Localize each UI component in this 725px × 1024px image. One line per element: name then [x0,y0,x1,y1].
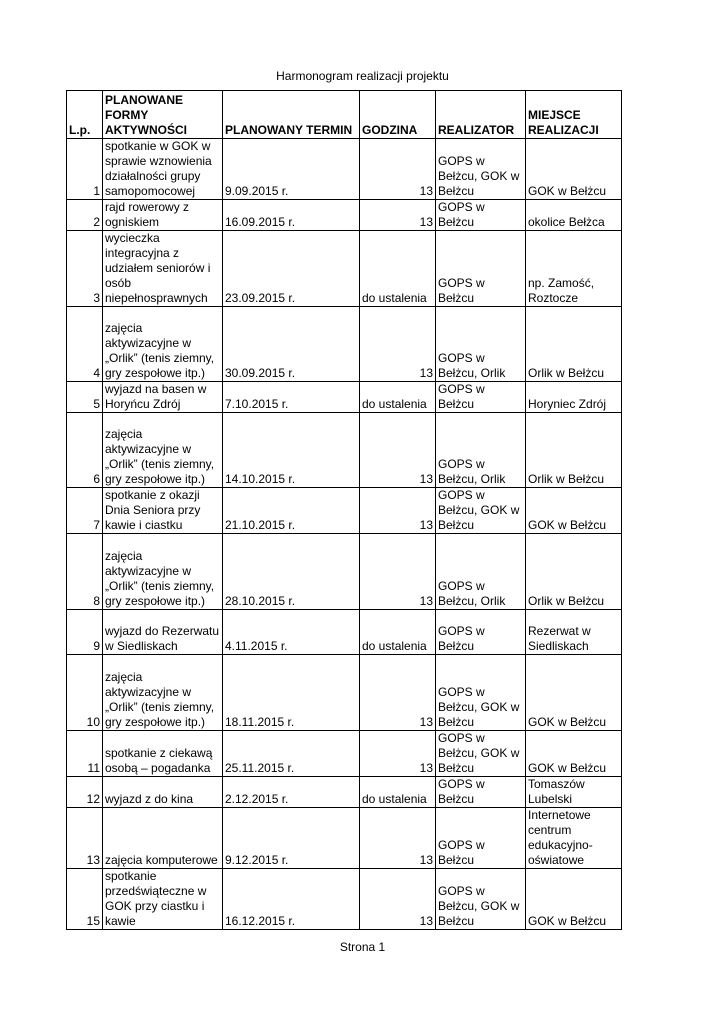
activity-form: wyjazd z do kina [103,777,223,808]
realizer: GOPS w Bełżcu, GOK w Bełżcu [436,655,526,731]
hour: 13 [360,413,436,488]
table-row [67,413,622,488]
planned-term: 16.12.2015 r. [223,869,360,930]
hour: 13 [360,869,436,930]
row-number: 8 [67,534,103,610]
header-hour: GODZINA [360,91,436,139]
row-number: 5 [67,382,103,413]
table-row [67,655,622,731]
activity-form: spotkanie z okazji Dnia Seniora przy kawie i ciastku [103,488,223,534]
realizer: GOPS w Bełżcu, GOK w Bełżcu [436,869,526,930]
row-number: 2 [67,200,103,231]
activity-form: zajęcia komputerowe [103,808,223,869]
activity-form: wyjazd na basen w Horyńcu Zdrój [103,382,223,413]
page-title: Harmonogram realizacji projektu [276,69,449,83]
hour: 13 [360,488,436,534]
place: Internetowe centrum edukacyjno- oświatowe [526,808,622,869]
place: Rezerwat w Siedliskach [526,610,622,655]
realizer: GOPS w Bełżcu [436,610,526,655]
table-row [67,610,622,655]
header-realizer: REALIZATOR [436,91,526,139]
realizer: GOPS w Bełżcu, GOK w Bełżcu [436,731,526,777]
place: Orlik w Bełżcu [526,534,622,610]
planned-term: 21.10.2015 r. [223,488,360,534]
hour: do ustalenia [360,610,436,655]
row-number: 13 [67,808,103,869]
planned-term: 2.12.2015 r. [223,777,360,808]
schedule-table [66,90,622,930]
table-row [67,307,622,382]
planned-term: 23.09.2015 r. [223,231,360,307]
page-footer: Strona 1 [339,940,386,954]
activity-form: wyjazd do Rezerwatu w Siedliskach [103,610,223,655]
row-number: 7 [67,488,103,534]
table-row [67,534,622,610]
activity-form: rajd rowerowy z ogniskiem [103,200,223,231]
header-place: MIEJSCE REALIZACJI [526,91,622,139]
table-row [67,808,622,869]
realizer: GOPS w Bełżcu, GOK w Bełżcu [436,139,526,200]
row-number: 12 [67,777,103,808]
hour: 13 [360,200,436,231]
realizer: GOPS w Bełżcu, Orlik [436,413,526,488]
activity-form: zajęcia aktywizacyjne w „Orlik” (tenis ziemny, gry zespołowe itp.) [103,655,223,731]
realizer: GOPS w Bełżcu [436,777,526,808]
hour: do ustalenia [360,777,436,808]
hour: 13 [360,139,436,200]
activity-form: zajęcia aktywizacyjne w „Orlik” (tenis ziemny, gry zespołowe itp.) [103,307,223,382]
activity-form: zajęcia aktywizacyjne w „Orlik” (tenis ziemny, gry zespołowe itp.) [103,534,223,610]
planned-term: 30.09.2015 r. [223,307,360,382]
activity-form: spotkanie przedświąteczne w GOK przy ciastku i kawie [103,869,223,930]
hour: 13 [360,808,436,869]
place: GOK w Bełżcu [526,655,622,731]
activity-form: spotkanie z ciekawą osobą – pogadanka [103,731,223,777]
place: Orlik w Bełżcu [526,307,622,382]
header-forms: PLANOWANE FORMY AKTYWNOŚCI [103,91,223,139]
row-number: 10 [67,655,103,731]
hour: do ustalenia [360,382,436,413]
planned-term: 28.10.2015 r. [223,534,360,610]
row-number: 11 [67,731,103,777]
planned-term: 7.10.2015 r. [223,382,360,413]
row-number: 4 [67,307,103,382]
row-number: 15 [67,869,103,930]
header-term: PLANOWANY TERMIN [223,91,360,139]
place: np. Zamość, Roztocze [526,231,622,307]
planned-term: 14.10.2015 r. [223,413,360,488]
realizer: GOPS w Bełżcu, Orlik [436,534,526,610]
table-row [67,731,622,777]
place: GOK w Bełżcu [526,731,622,777]
planned-term: 9.09.2015 r. [223,139,360,200]
table-row [67,200,622,231]
hour: 13 [360,534,436,610]
hour: 13 [360,655,436,731]
place: GOK w Bełżcu [526,869,622,930]
row-number: 9 [67,610,103,655]
place: Orlik w Bełżcu [526,413,622,488]
table-row [67,777,622,808]
realizer: GOPS w Bełżcu [436,382,526,413]
header-lp: L.p. [67,91,103,139]
realizer: GOPS w Bełżcu [436,808,526,869]
row-number: 6 [67,413,103,488]
table-row [67,139,622,200]
activity-form: spotkanie w GOK w sprawie wznowienia działalności grupy samopomocowej [103,139,223,200]
place: Horyniec Zdrój [526,382,622,413]
hour: do ustalenia [360,231,436,307]
place: GOK w Bełżcu [526,488,622,534]
activity-form: zajęcia aktywizacyjne w „Orlik” (tenis ziemny, gry zespołowe itp.) [103,413,223,488]
planned-term: 16.09.2015 r. [223,200,360,231]
hour: 13 [360,307,436,382]
planned-term: 18.11.2015 r. [223,655,360,731]
hour: 13 [360,731,436,777]
header-row [67,91,622,139]
planned-term: 4.11.2015 r. [223,610,360,655]
realizer: GOPS w Bełżcu, GOK w Bełżcu [436,488,526,534]
row-number: 1 [67,139,103,200]
planned-term: 25.11.2015 r. [223,731,360,777]
table-row [67,869,622,930]
table-row [67,231,622,307]
table-row [67,488,622,534]
planned-term: 9.12.2015 r. [223,808,360,869]
realizer: GOPS w Bełżcu [436,200,526,231]
row-number: 3 [67,231,103,307]
activity-form: wycieczka integracyjna z udziałem seniorów i osób niepełnosprawnych [103,231,223,307]
place: okolice Bełżca [526,200,622,231]
place: GOK w Bełżcu [526,139,622,200]
realizer: GOPS w Bełżcu [436,231,526,307]
realizer: GOPS w Bełżcu, Orlik [436,307,526,382]
place: Tomaszów Lubelski [526,777,622,808]
table-row [67,382,622,413]
